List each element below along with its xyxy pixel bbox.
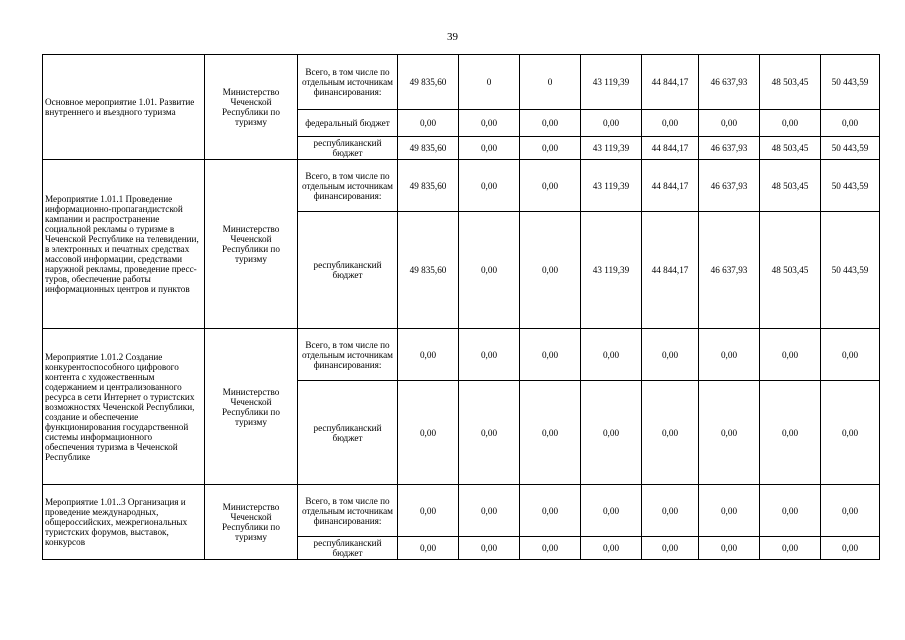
amount-cell: 0,00 [520,137,581,160]
amount-cell: 43 119,39 [581,160,642,212]
amount-cell: 50 443,59 [821,55,880,110]
activity-name: Мероприятие 1.01.2 Создание конкурентоспособного цифрового контента с художественным содержанием и централизованного ресурса в сети Интернет о туристских возможностях Чеченской Республики, создание и обеспечение функционирования государственной системы информационного обеспечения туризма в Чеченской Республике [43,329,205,485]
page-number: 39 [447,31,458,43]
amount-cell: 0,00 [821,537,880,560]
amount-cell: 0,00 [459,110,520,137]
amount-cell: 49 835,60 [398,212,459,329]
amount-cell: 0,00 [581,329,642,381]
executor-cell: Министерство Чеченской Республики по туризму [205,160,298,329]
amount-cell: 0,00 [520,110,581,137]
amount-cell: 0,00 [642,485,699,537]
amount-cell: 48 503,45 [760,212,821,329]
funding-source: Всего, в том числе по отдельным источникам финансирования: [298,485,398,537]
amount-cell: 43 119,39 [581,137,642,160]
activity-name: Мероприятие 1.01.1 Проведение информационно-пропагандистской кампании и распространение социальной рекламы о туризме в Чеченской Республике на телевидении, в электронных и печатных средствах массовой информации, средствами наружной рекламы, проведение пресс-туров, обеспечение работы информационных центров и пунктов [43,160,205,329]
amount-cell: 0,00 [760,537,821,560]
amount-cell: 0,00 [581,110,642,137]
amount-cell: 49 835,60 [398,55,459,110]
amount-cell: 0,00 [459,537,520,560]
amount-cell: 46 637,93 [699,160,760,212]
amount-cell: 0,00 [398,485,459,537]
funding-source: Всего, в том числе по отдельным источникам финансирования: [298,329,398,381]
amount-cell: 0,00 [699,381,760,485]
amount-cell: 0,00 [581,485,642,537]
funding-source: Всего, в том числе по отдельным источникам финансирования: [298,160,398,212]
activity-name: Мероприятие 1.01..3 Организация и проведение международных, общероссийских, межрегиональных туристских форумов, выставок, конкурсов [43,485,205,560]
amount-cell: 0,00 [520,485,581,537]
amount-cell: 0,00 [459,381,520,485]
table-row [43,160,880,212]
amount-cell: 0,00 [760,485,821,537]
amount-cell: 0,00 [520,212,581,329]
amount-cell: 0,00 [398,329,459,381]
amount-cell: 50 443,59 [821,137,880,160]
amount-cell: 0,00 [642,381,699,485]
amount-cell: 0,00 [642,537,699,560]
funding-source: республиканский бюджет [298,212,398,329]
amount-cell: 44 844,17 [642,212,699,329]
amount-cell: 0,00 [760,381,821,485]
funding-source: республиканский бюджет [298,381,398,485]
amount-cell: 0,00 [520,160,581,212]
amount-cell: 43 119,39 [581,212,642,329]
amount-cell: 46 637,93 [699,55,760,110]
amount-cell: 0,00 [821,381,880,485]
amount-cell: 0,00 [581,381,642,485]
amount-cell: 0 [459,55,520,110]
amount-cell: 44 844,17 [642,160,699,212]
financing-table [42,54,880,560]
amount-cell: 44 844,17 [642,55,699,110]
amount-cell: 50 443,59 [821,160,880,212]
amount-cell: 48 503,45 [760,55,821,110]
table-row [43,329,880,381]
amount-cell: 46 637,93 [699,212,760,329]
amount-cell: 0,00 [398,381,459,485]
amount-cell: 46 637,93 [699,137,760,160]
table-row [43,55,880,110]
activity-name: Основное мероприятие 1.01. Развитие внутреннего и въездного туризма [43,55,205,160]
table-row [43,485,880,537]
amount-cell: 0,00 [821,485,880,537]
amount-cell: 48 503,45 [760,160,821,212]
funding-source: Всего, в том числе по отдельным источникам финансирования: [298,55,398,110]
amount-cell: 0,00 [459,137,520,160]
amount-cell: 0,00 [520,381,581,485]
amount-cell: 0,00 [699,485,760,537]
amount-cell: 0,00 [699,110,760,137]
amount-cell: 48 503,45 [760,137,821,160]
amount-cell: 0,00 [459,212,520,329]
executor-cell: Министерство Чеченской Республики по туризму [205,485,298,560]
amount-cell: 0,00 [642,329,699,381]
amount-cell: 0,00 [821,329,880,381]
amount-cell: 0 [520,55,581,110]
amount-cell: 0,00 [520,329,581,381]
amount-cell: 0,00 [760,329,821,381]
amount-cell: 0,00 [642,110,699,137]
amount-cell: 0,00 [821,110,880,137]
amount-cell: 44 844,17 [642,137,699,160]
amount-cell: 50 443,59 [821,212,880,329]
amount-cell: 0,00 [398,110,459,137]
amount-cell: 0,00 [459,485,520,537]
amount-cell: 49 835,60 [398,137,459,160]
amount-cell: 49 835,60 [398,160,459,212]
amount-cell: 0,00 [520,537,581,560]
executor-cell: Министерство Чеченской Республики по туризму [205,329,298,485]
funding-source: республиканский бюджет [298,537,398,560]
amount-cell: 0,00 [459,160,520,212]
funding-source: республиканский бюджет [298,137,398,160]
amount-cell: 43 119,39 [581,55,642,110]
executor-cell: Министерство Чеченской Республики по туризму [205,55,298,160]
funding-source: федеральный бюджет [298,110,398,137]
amount-cell: 0,00 [760,110,821,137]
amount-cell: 0,00 [459,329,520,381]
amount-cell: 0,00 [581,537,642,560]
amount-cell: 0,00 [699,537,760,560]
amount-cell: 0,00 [398,537,459,560]
amount-cell: 0,00 [699,329,760,381]
